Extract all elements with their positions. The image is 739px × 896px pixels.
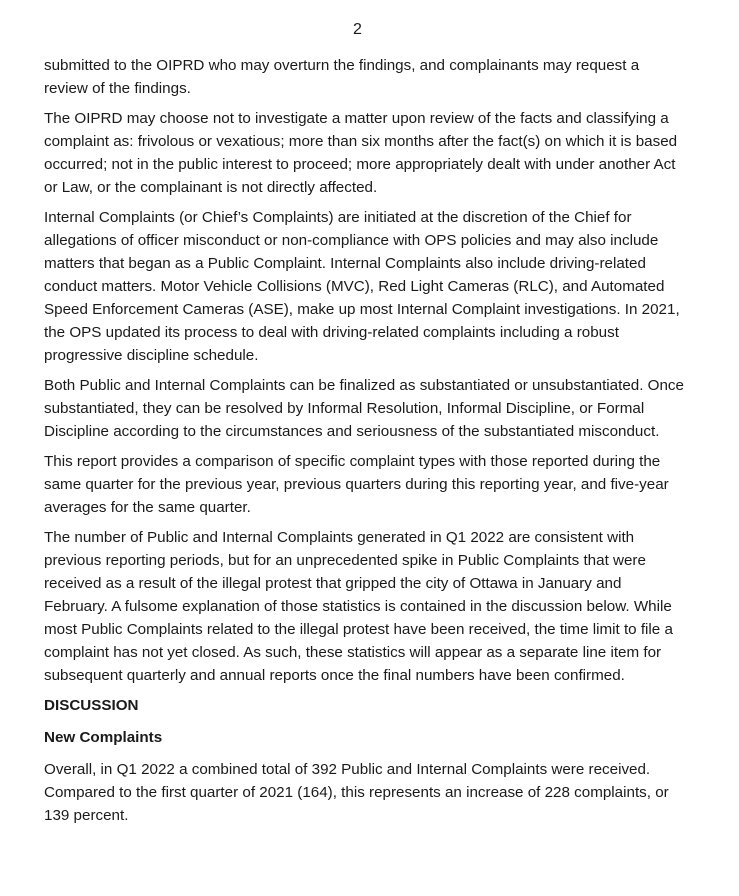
paragraph-q1-summary: The number of Public and Internal Complaints generated in Q1 2022 are consistent with previous reporting periods, but for an unprecedented spike in Public Complaints that were received as a result of the illegal protest that gripped the city of Ottawa in January and February. A fulsome explanation of those statistics is contained in the discussion below. While most Public Complaints related to the illegal protest have been received, the time limit to file a complaint has not yet closed. As such, these statistics will appear as a separate line item for subsequent quarterly and annual reports once the final numbers have been confirmed. xyxy=(44,529,673,684)
paragraph-oiprd-not-investigate: The OIPRD may choose not to investigate a matter upon review of the facts and classifying a complaint as: frivolous or vexatious; more than six months after the fact(s) on which it is based occurred; not in the public interest to proceed; more appropriately dealt with under another Act or Law, or the complainant is not directly affected. xyxy=(44,110,678,196)
document-body xyxy=(44,54,684,834)
discussion-heading: DISCUSSION xyxy=(44,697,139,714)
paragraph-new-complaints: Overall, in Q1 2022 a combined total of 392 Public and Internal Complaints were received. Compared to the first quarter of 2021 (164), this represents an increase of 228 complaints, or 139 percent. xyxy=(44,761,669,824)
page-number: 2 xyxy=(353,21,362,38)
paragraph-report-comparison: This report provides a comparison of specific complaint types with those reported during the same quarter for the previous year, previous quarters during this reporting year, and five-year averages for the same quarter. xyxy=(44,453,669,516)
new-complaints-heading: New Complaints xyxy=(44,729,163,746)
paragraph-substantiated: Both Public and Internal Complaints can be finalized as substantiated or unsubstantiated. Once substantiated, they can be resolved by Informal Resolution, Informal Discipline, or Formal Discipline according to the circumstances and seriousness of the substantiated misconduct. xyxy=(44,377,684,440)
paragraph-oiprd-review: submitted to the OIPRD who may overturn the findings, and complainants may request a review of the findings. xyxy=(44,57,640,97)
paragraph-internal-complaints: Internal Complaints (or Chief’s Complaints) are initiated at the discretion of the Chief for allegations of officer misconduct or non-compliance with OPS policies and may also include matters that began as a Public Complaint. Internal Complaints also include driving-related conduct matters. Motor Vehicle Collisions (MVC), Red Light Cameras (RLC), and Automated Speed Enforcement Cameras (ASE), make up most Internal Complaint investigations. In 2021, the OPS updated its process to deal with driving-related complaints including a robust progressive discipline schedule. xyxy=(44,209,680,364)
